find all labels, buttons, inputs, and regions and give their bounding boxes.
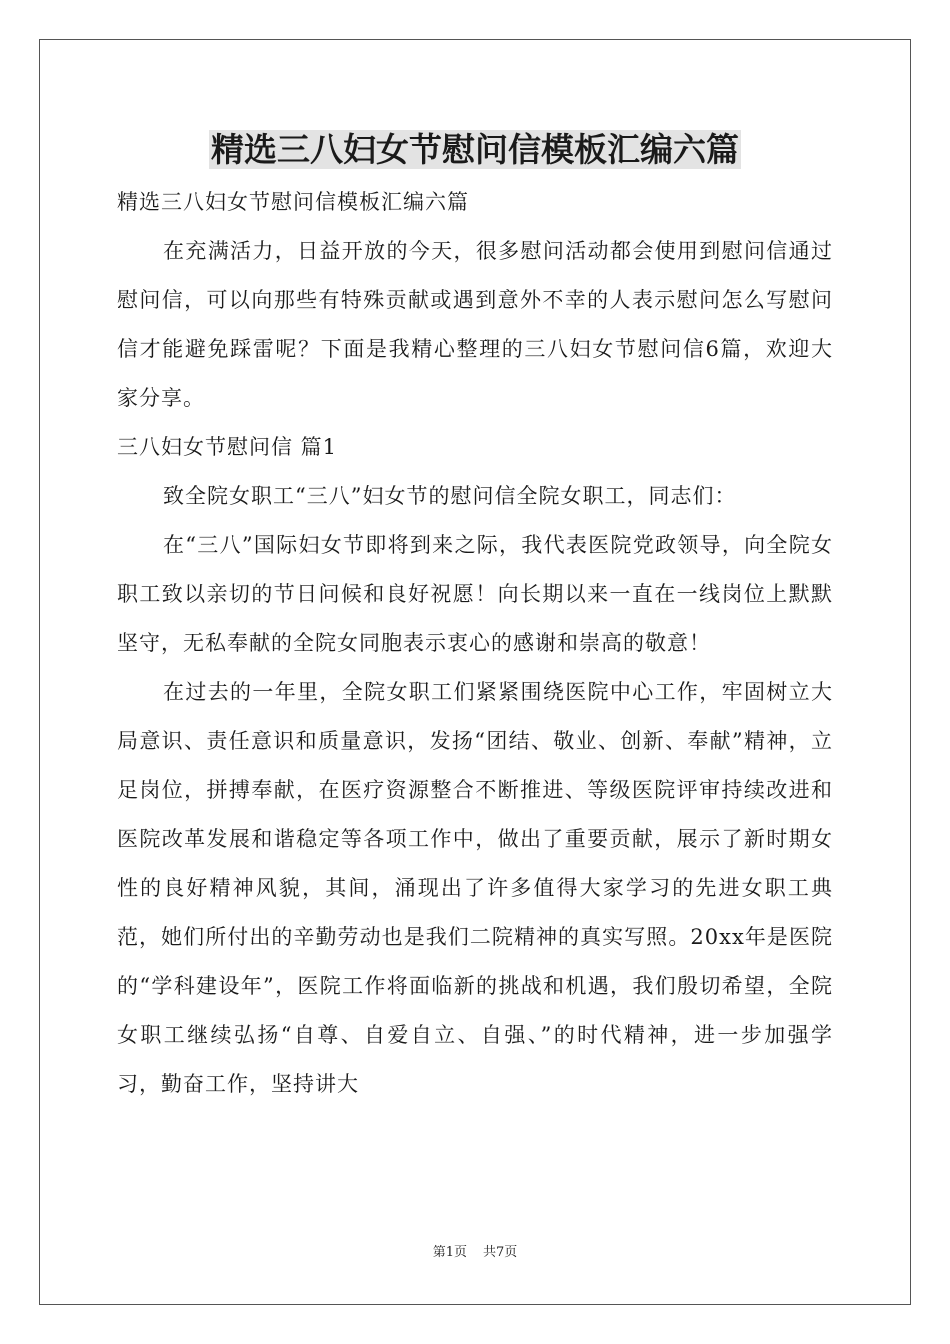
section-heading: 三八妇女节慰问信 篇1: [117, 435, 338, 459]
document-title: [0, 126, 950, 174]
page-number-current: 第1页: [432, 1245, 467, 1260]
document-subtitle: 精选三八妇女节慰问信模板汇编六篇: [117, 190, 469, 214]
body-paragraph-greeting: 在“三八”国际妇女节即将到来之际，我代表医院党政领导，向全院女职工致以亲切的节日问候和良好祝愿！向长期以来一直在一线岗位上默默坚守，无私奉献的全院女同胞表示衷心的感谢和崇高的敬意！: [117, 533, 833, 655]
page-number-total: 共7页: [483, 1245, 518, 1260]
document-title-text: 精选三八妇女节慰问信模板汇编六篇: [211, 130, 739, 169]
body-paragraph-main: 在过去的一年里，全院女职工们紧紧围绕医院中心工作，牢固树立大局意识、责任意识和质量意识，发扬“团结、敬业、创新、奉献”精神，立足岗位，拼搏奉献，在医疗资源整合不断推进、等级医院评审持续改进和医院改革发展和谐稳定等各项工作中，做出了重要贡献，展示了新时期女性的良好精神风貌，其间，涌现出了许多值得大家学习的先进女职工典范，她们所付出的辛勤劳动也是我们二院精神的真实写照。20xx年是医院的“学科建设年”，医院工作将面临新的挑战和机遇，我们殷切希望，全院女职工继续弘扬“自尊、自爱自立、自强、”的时代精神，进一步加强学习，勤奋工作，坚持讲大: [117, 680, 833, 1096]
page-footer: [0, 1244, 950, 1262]
document-body: [117, 178, 833, 1109]
intro-paragraph: 在充满活力，日益开放的今天，很多慰问活动都会使用到慰问信通过慰问信，可以向那些有特殊贡献或遇到意外不幸的人表示慰问怎么写慰问信才能避免踩雷呢？下面是我精心整理的三八妇女节慰问信6篇，欢迎大家分享。: [117, 239, 833, 410]
body-paragraph-salutation: 致全院女职工“三八”妇女节的慰问信全院女职工，同志们：: [163, 484, 737, 508]
